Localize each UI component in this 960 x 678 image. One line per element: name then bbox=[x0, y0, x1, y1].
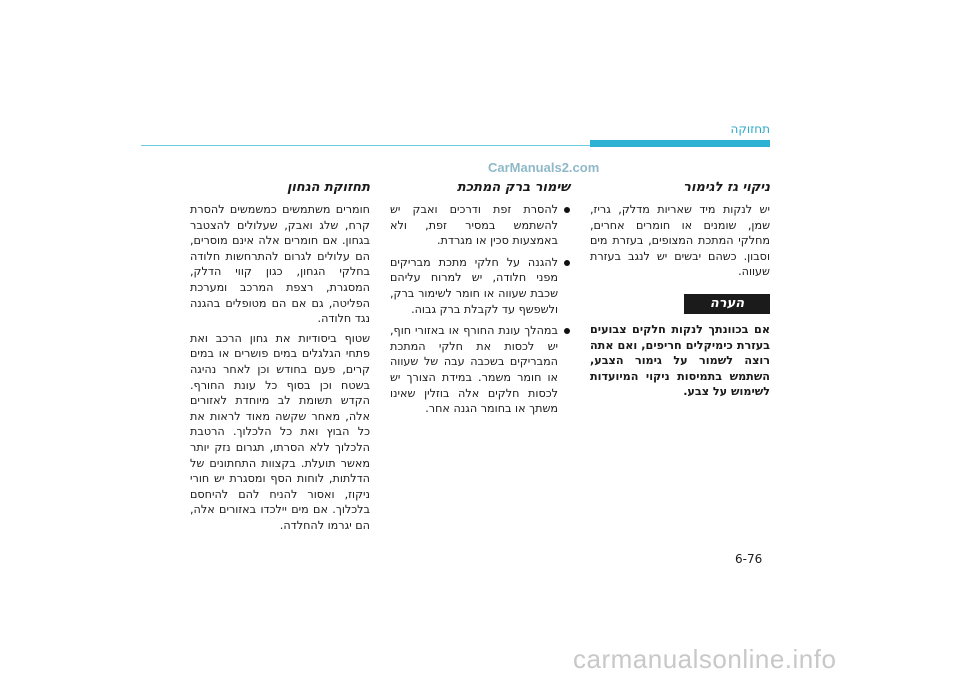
section-label: תחזוקה bbox=[730, 122, 770, 136]
list-item: במהלך עונת החורף או באזורי חוף, יש לכסות את חלקי המתכת המבריקים בשכבה עבה של שעווה או חומר משמר. במידת הצורך יש לכסות חלקים אלה בוזלין שאינו משתך או בחומר הגנה אחר. bbox=[390, 323, 570, 417]
watermark-text[interactable]: CarManuals2.com bbox=[488, 160, 600, 175]
heading-metal-shine: שימור ברק המתכת bbox=[456, 180, 570, 195]
list-item: להסרת זפת ודרכים ואבק יש להשתמש במסיר זפת, ולא באמצעות סכין או מגרדת. bbox=[390, 202, 570, 249]
page-number: 6-76 bbox=[735, 552, 763, 566]
bullet-list bbox=[390, 202, 570, 417]
column-metal-shine bbox=[390, 180, 570, 423]
footer-brand-watermark[interactable]: carmanualsonline.info bbox=[573, 644, 837, 674]
note-text: אם בכוונתך לנקות חלקים צבועים בעזרת כימיקלים חריפים, ואם אתה רוצה לשמור על גימור הצבע, השתמש בתמיסות ניקוי המיועדות לשימוש על צבע. bbox=[590, 322, 770, 399]
list-item: להגנה על חלקי מתכת מבריקים מפני חלודה, יש למרוח עליהם שכבת שעווה או חומר לשימור ברק, ולשפשף עד לקבלת ברק גבוה. bbox=[390, 255, 570, 317]
heading-underbody-maintenance: תחזוקת הגחון bbox=[286, 180, 370, 195]
heading-body-paint-cleaning: ניקוי גז לגימור bbox=[683, 180, 770, 195]
paragraph-underbody-1: חומרים משתמשים כמשמשים להסרת קרח, שלג ואבק, שעלולים להצטבר בגחון. אם חומרים אלה אינם מוסרים, הם עלולים לגרום להתרחשות חלודה בחלקי הגחון, כגון קווי הדלק, המסגרת, רצפת המרכב ומערכת הפליטה, גם אם הם מטופלים בהגנה נגד חלודה. bbox=[190, 203, 370, 326]
paragraph-underbody-2: שטוף ביסודיות את גחון הרכב ואת פתחי הגלגלים במים פושרים או במים קרים, פעם בחודש וכן לאחר נהיגה בשטח וכן בסוף כל עונת החורף. הקדש תשומת לב מיוחדת לאזורים אלה, מאחר שקשה מאוד לראות את כל הבוץ ואת כל הלכלוך. הרטבת הלכלוך ללא הסרתו, תגרום נזק יותר מאשר תועלת. בקצוות התחתונים של הדלתות, לוחות הסף ומסגרת יש חורי ניקוז, ואסור להניח להם להיחסם בלכלוך. אם מים יילכדו באזורים אלה, הם יגרמו להחלדה. bbox=[190, 331, 370, 532]
paragraph-body-paint-cleaning: יש לנקות מיד שאריות מדלק, גריז, שמן, שומנים או חומרים אחרים, מחלקי המתכת המצופים, בעזרת מים וסבון. כשהם יבשים יש לנגב בעזרת שעווה. bbox=[590, 203, 770, 279]
column-body-paint-cleaning bbox=[590, 180, 770, 400]
column-underbody-maintenance bbox=[190, 180, 370, 533]
note-label-box: הערה bbox=[684, 294, 770, 314]
header-accent-bar bbox=[590, 140, 770, 147]
